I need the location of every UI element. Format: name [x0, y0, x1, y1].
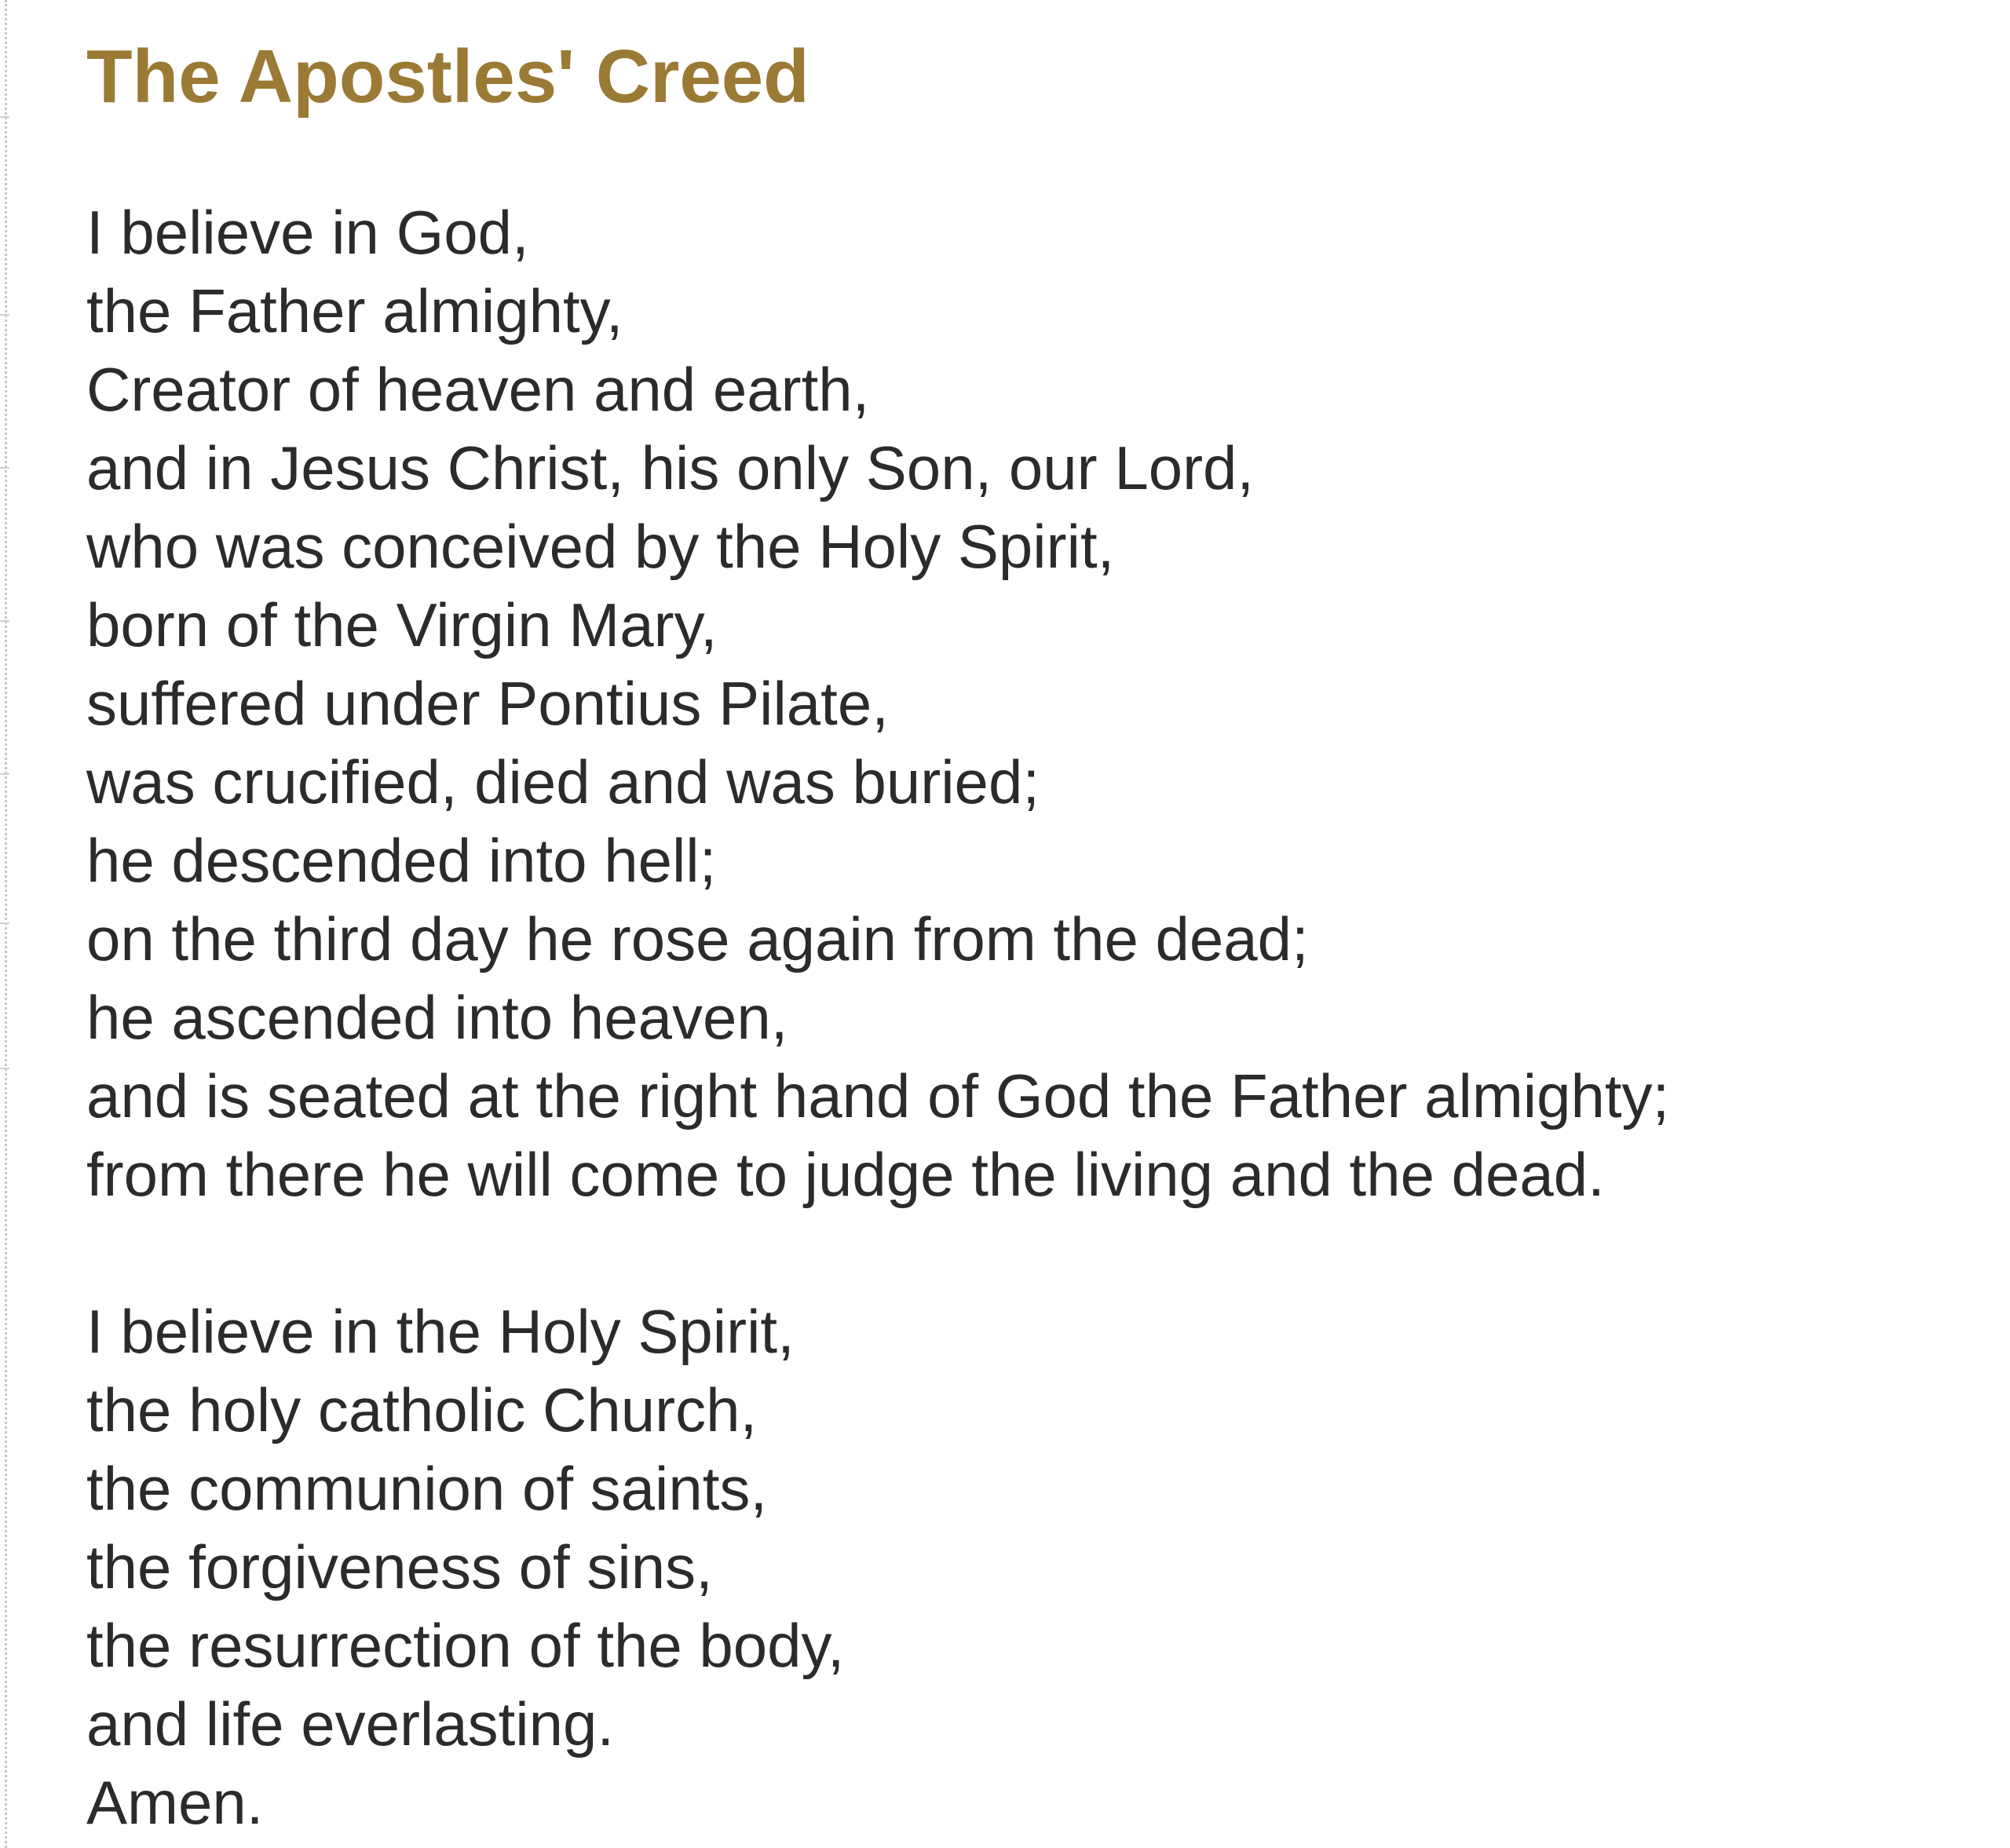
creed-line: he ascended into heaven,: [86, 983, 788, 1052]
margin-tick: [0, 922, 9, 924]
margin-tick: [0, 773, 9, 775]
creed-line: the holy catholic Church,: [86, 1375, 758, 1444]
creed-line: the resurrection of the body,: [86, 1611, 845, 1680]
creed-line: on the third day he rose again from the dead;: [86, 904, 1309, 973]
creed-line: and is seated at the right hand of God the Father almighty;: [86, 1061, 1670, 1130]
creed-line: was crucified, died and was buried;: [86, 747, 1040, 816]
creed-line: born of the Virgin Mary,: [86, 590, 718, 659]
left-margin-rule: [5, 0, 7, 1848]
creed-line: and in Jesus Christ, his only Son, our Lord,: [86, 433, 1255, 502]
margin-tick: [0, 1068, 9, 1069]
creed-line: who was conceived by the Holy Spirit,: [86, 512, 1115, 581]
margin-tick: [0, 116, 9, 118]
creed-line: Amen.: [86, 1768, 264, 1837]
creed-line: I believe in the Holy Spirit,: [86, 1297, 795, 1366]
stanza-1: [86, 193, 1971, 1214]
margin-tick: [0, 314, 9, 316]
creed-line: I believe in God,: [86, 198, 529, 267]
creed-line: he descended into hell;: [86, 826, 717, 895]
margin-tick: [0, 467, 9, 469]
page-title: The Apostles' Creed: [86, 35, 809, 119]
creed-line: the Father almighty,: [86, 276, 623, 345]
creed-line: from there he will come to judge the living and the dead.: [86, 1140, 1605, 1209]
creed-line: suffered under Pontius Pilate,: [86, 669, 889, 738]
stanza-2: [86, 1292, 1971, 1842]
creed-line: the communion of saints,: [86, 1454, 768, 1523]
creed-line: and life everlasting.: [86, 1689, 615, 1759]
creed-content: [86, 30, 1971, 1842]
creed-line: the forgiveness of sins,: [86, 1532, 713, 1601]
margin-tick: [0, 620, 9, 622]
creed-line: Creator of heaven and earth,: [86, 355, 870, 424]
